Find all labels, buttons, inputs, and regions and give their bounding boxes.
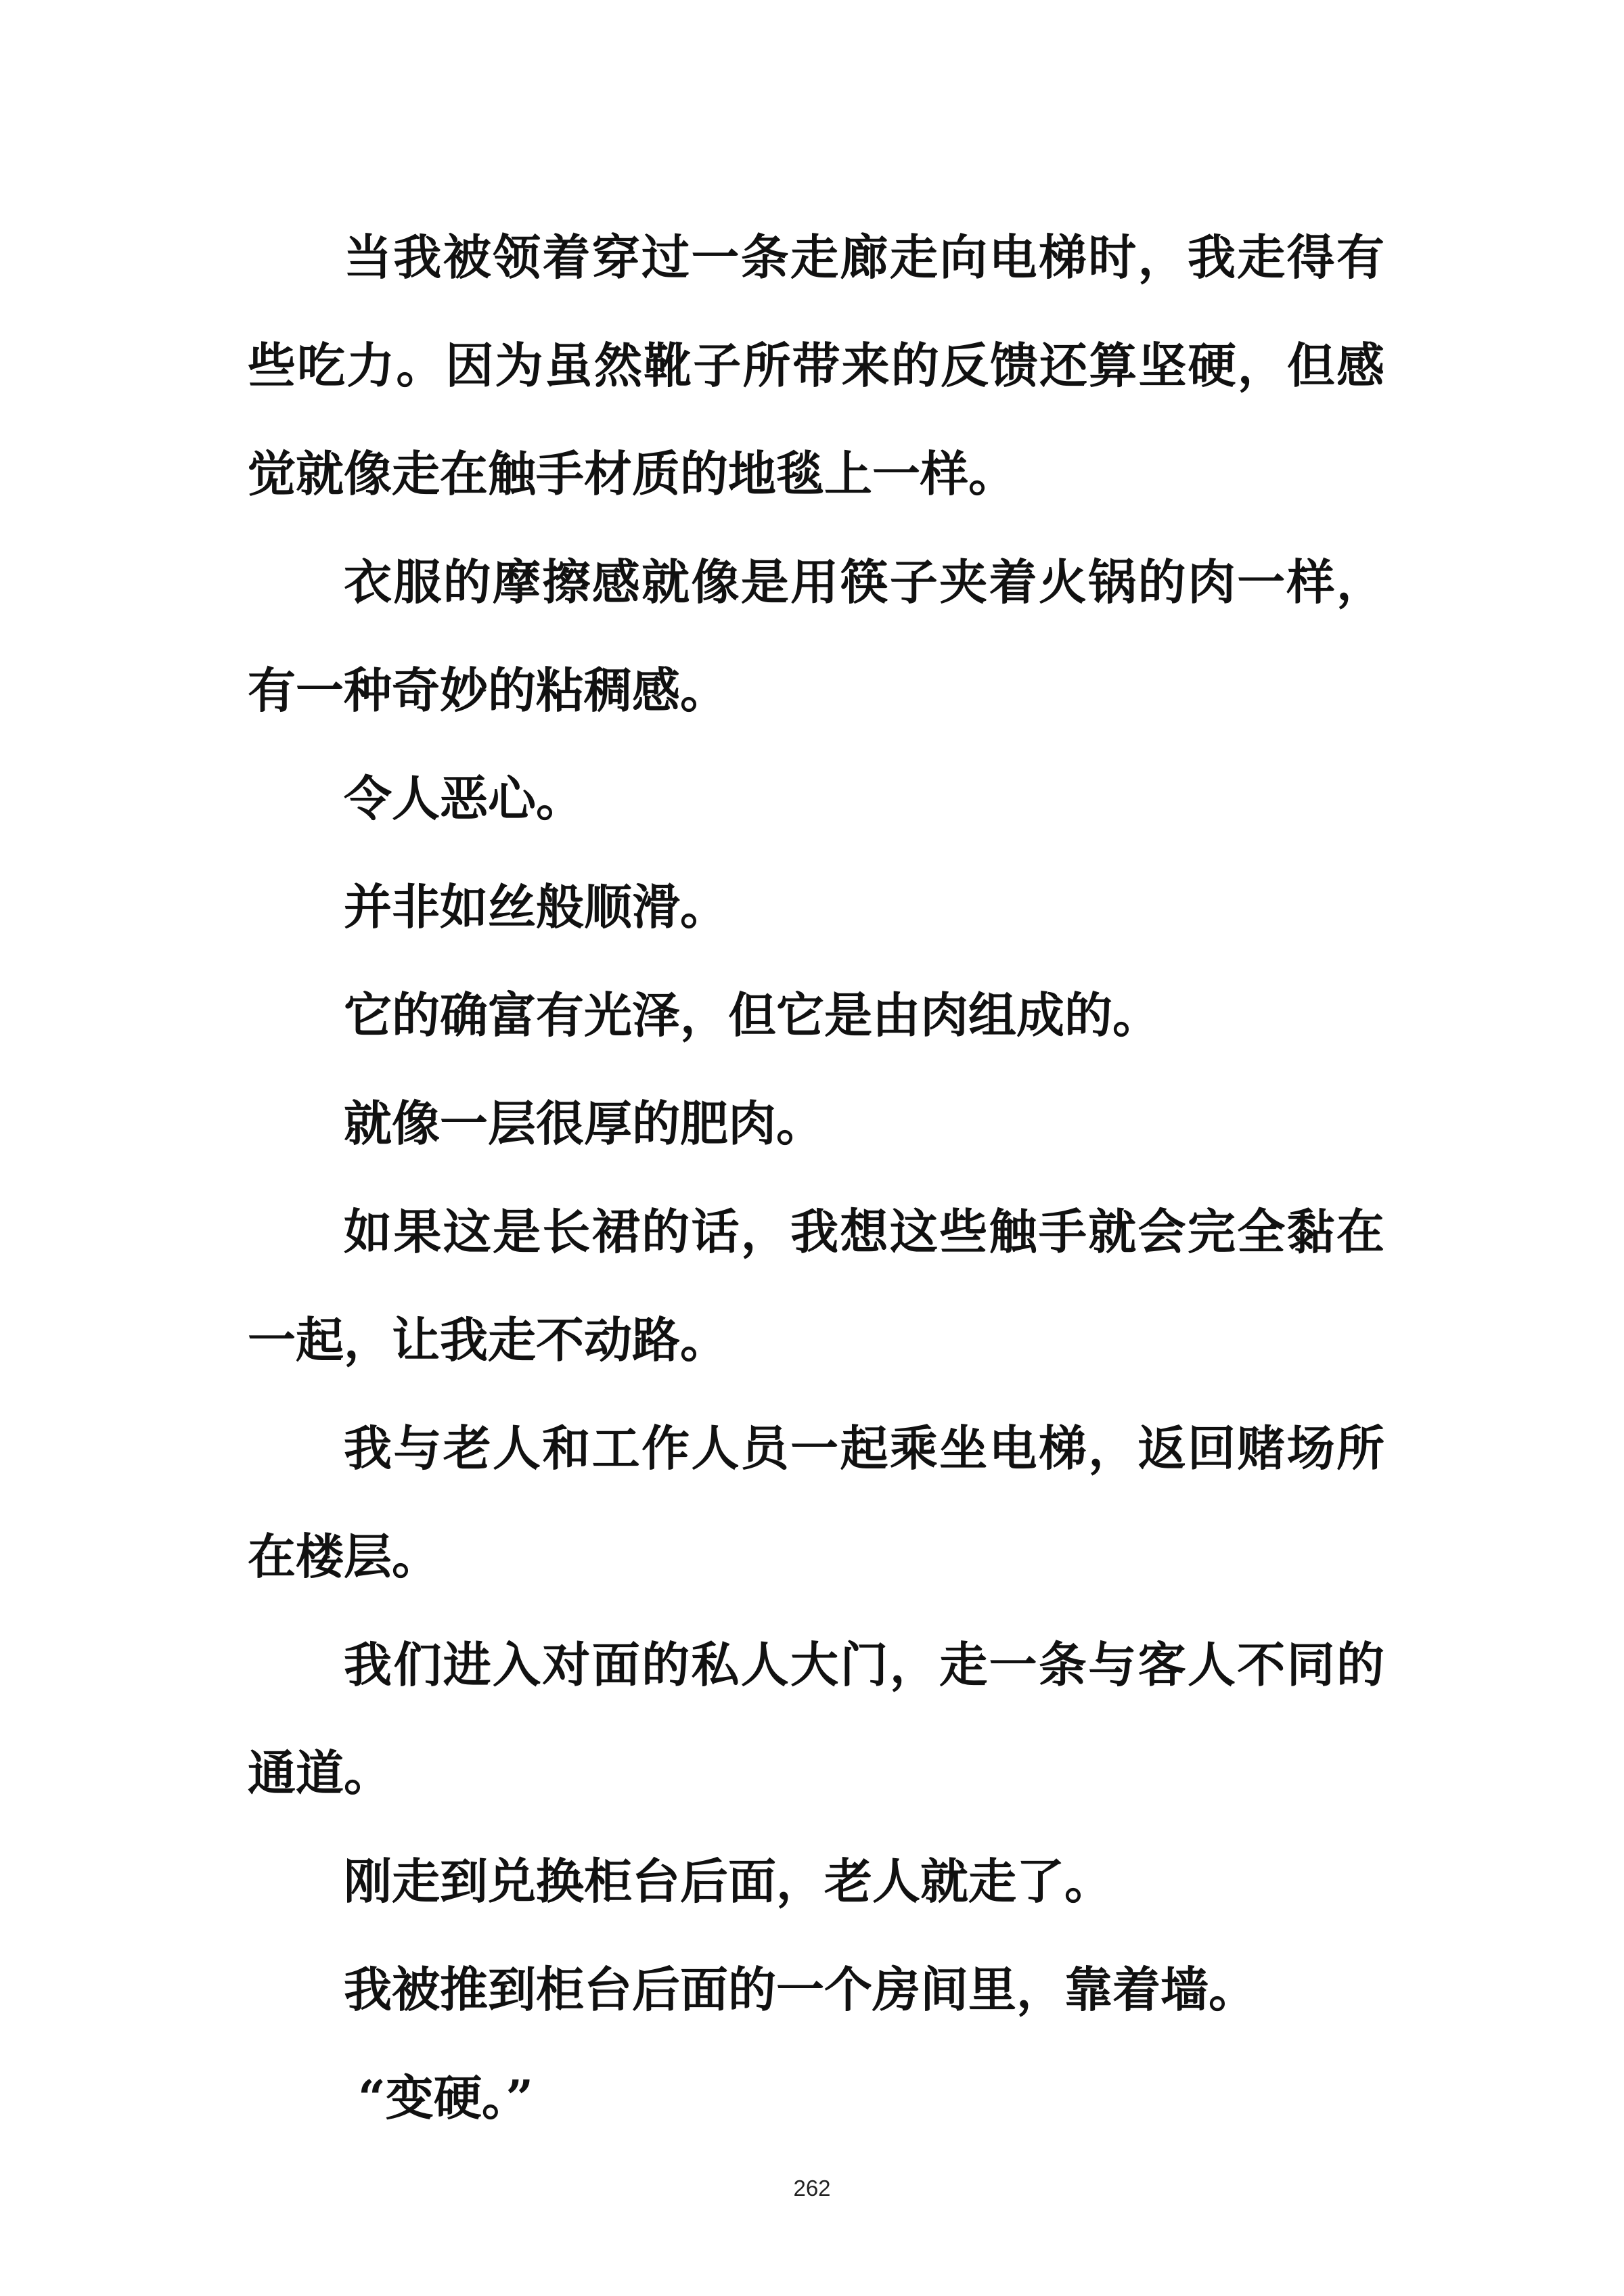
paragraph-12: “变硬。” xyxy=(358,2069,534,2126)
paragraph-3: 令人恶心。 xyxy=(344,770,585,827)
paragraph-2: 衣服的摩擦感就像是用筷子夹着火锅的肉一样，有一种奇妙的粘稠感。 xyxy=(248,554,1384,719)
paragraph-9: 我们进入对面的私人大门，走一条与客人不同的通道。 xyxy=(248,1636,1384,1801)
paragraph-4: 并非如丝般顺滑。 xyxy=(344,878,729,935)
page-number: 262 xyxy=(793,2176,831,2201)
paragraph-7: 如果这是长裙的话，我想这些触手就会完全黏在一起，让我走不动路。 xyxy=(248,1203,1384,1368)
paragraph-10: 刚走到兑换柜台后面，老人就走了。 xyxy=(344,1853,1113,1910)
paragraph-11: 我被推到柜台后面的一个房间里，靠着墙。 xyxy=(344,1961,1257,2018)
paragraph-8: 我与老人和工作人员一起乘坐电梯，返回赌场所在楼层。 xyxy=(248,1420,1384,1585)
paragraph-6: 就像一层很厚的肥肉。 xyxy=(344,1095,825,1152)
page-body xyxy=(248,203,1384,2152)
paragraph-5: 它的确富有光泽，但它是由肉组成的。 xyxy=(344,987,1161,1043)
paragraph-1: 当我被领着穿过一条走廊走向电梯时，我走得有些吃力。因为虽然靴子所带来的反馈还算坚硬，但感觉就像走在触手材质的地毯上一样。 xyxy=(248,229,1384,502)
